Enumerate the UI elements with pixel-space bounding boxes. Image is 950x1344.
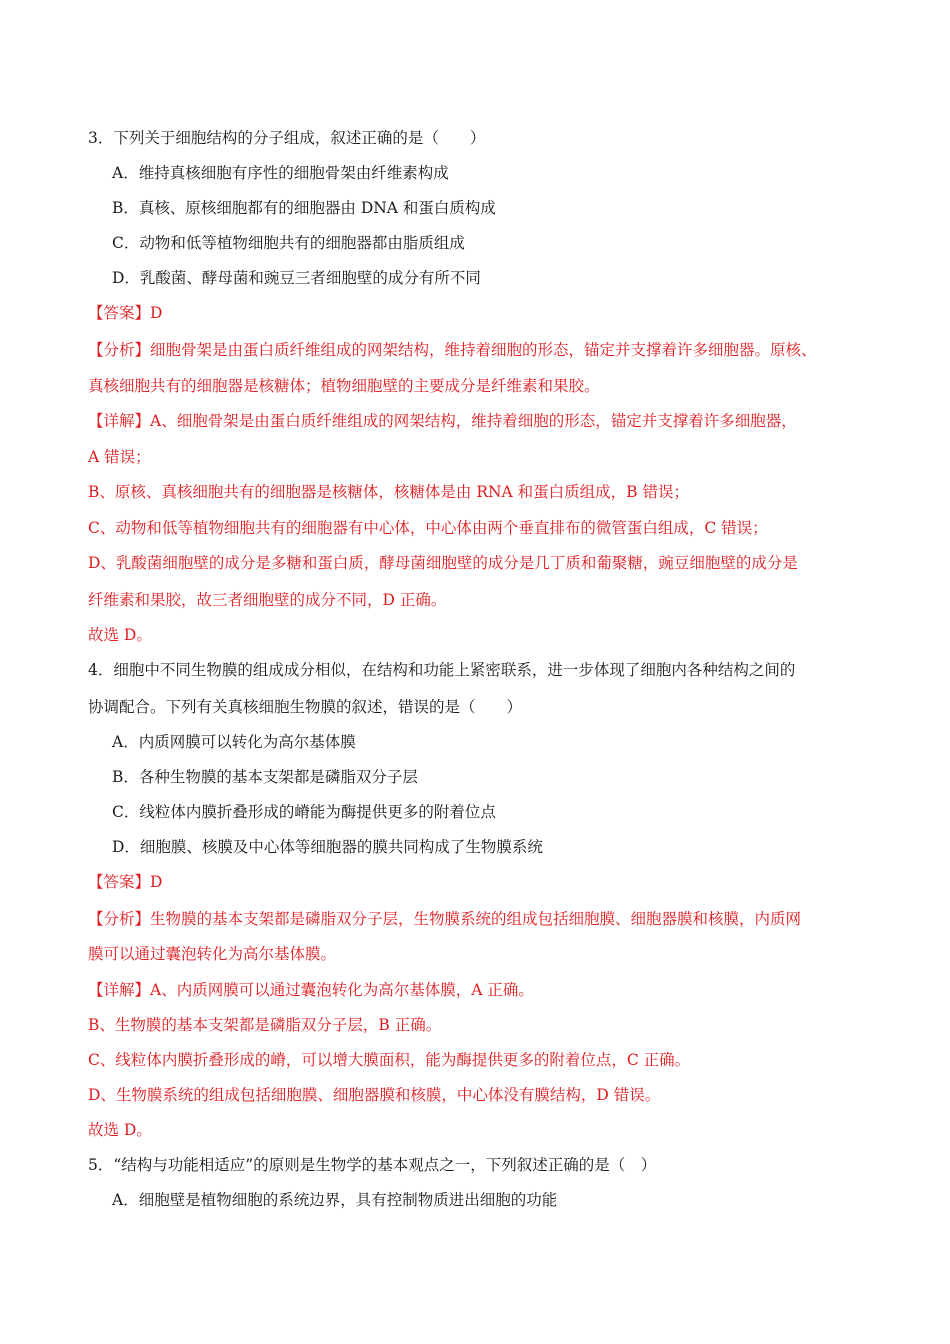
question-3-analysis-line-2: 真核细胞共有的细胞器是核糖体；植物细胞壁的主要成分是纤维素和果胶。 bbox=[88, 377, 600, 395]
question-3-detail-line-6: 纤维素和果胶，故三者细胞壁的成分不同，D 正确。 bbox=[88, 591, 447, 609]
question-3-analysis-line-1: 【分析】细胞骨架是由蛋白质纤维组成的网架结构，维持着细胞的形态，锚定并支撑着许多细胞器。原核、 bbox=[88, 341, 817, 359]
question-4-detail-line-4: D、生物膜系统的组成包括细胞膜、细胞器膜和核膜，中心体没有膜结构，D 错误。 bbox=[88, 1086, 661, 1104]
question-4-answer: 【答案】D bbox=[88, 873, 163, 891]
question-4-option-a: A．内质网膜可以转化为高尔基体膜 bbox=[112, 733, 356, 751]
question-3-option-b: B．真核、原核细胞都有的细胞器由 DNA 和蛋白质构成 bbox=[112, 199, 496, 217]
question-3-detail-line-4: C、动物和低等植物细胞共有的细胞器有中心体，中心体由两个垂直排布的微管蛋白组成，C 错误； bbox=[88, 519, 768, 537]
question-4-conclusion: 故选 D。 bbox=[88, 1121, 152, 1139]
question-3-detail-line-5: D、乳酸菌细胞壁的成分是多糖和蛋白质，酵母菌细胞壁的成分是几丁质和葡聚糖，豌豆细胞壁的成分是 bbox=[88, 554, 798, 572]
question-5-stem: 5．“结构与功能相适应”的原则是生物学的基本观点之一，下列叙述正确的是（ ） bbox=[88, 1156, 657, 1174]
question-4-option-c: C．线粒体内膜折叠形成的嵴能为酶提供更多的附着位点 bbox=[112, 803, 496, 821]
question-3-stem: 3．下列关于细胞结构的分子组成，叙述正确的是（ ） bbox=[88, 129, 486, 147]
question-4-analysis-line-2: 膜可以通过囊泡转化为高尔基体膜。 bbox=[88, 945, 337, 963]
question-4-option-b: B．各种生物膜的基本支架都是磷脂双分子层 bbox=[112, 768, 418, 786]
question-3-option-c: C．动物和低等植物细胞共有的细胞器都由脂质组成 bbox=[112, 234, 465, 252]
question-3-answer: 【答案】D bbox=[88, 304, 163, 322]
question-4-analysis-line-1: 【分析】生物膜的基本支架都是磷脂双分子层，生物膜系统的组成包括细胞膜、细胞器膜和核膜，内质网 bbox=[88, 910, 802, 928]
question-4-option-d: D．细胞膜、核膜及中心体等细胞器的膜共同构成了生物膜系统 bbox=[112, 838, 543, 856]
question-4-detail-line-1: 【详解】A、内质网膜可以通过囊泡转化为高尔基体膜，A 正确。 bbox=[88, 981, 534, 999]
question-3-detail-line-2: A 错误； bbox=[88, 448, 151, 466]
question-3-conclusion: 故选 D。 bbox=[88, 626, 152, 644]
question-3-option-d: D．乳酸菌、酵母菌和豌豆三者细胞壁的成分有所不同 bbox=[112, 269, 481, 287]
question-3-detail-line-3: B、原核、真核细胞共有的细胞器是核糖体，核糖体是由 RNA 和蛋白质组成，B 错误； bbox=[88, 483, 689, 501]
question-4-detail-line-3: C、线粒体内膜折叠形成的嵴，可以增大膜面积，能为酶提供更多的附着位点，C 正确。 bbox=[88, 1051, 691, 1069]
question-3-option-a: A．维持真核细胞有序性的细胞骨架由纤维素构成 bbox=[112, 164, 449, 182]
question-5-option-a: A．细胞壁是植物细胞的系统边界，具有控制物质进出细胞的功能 bbox=[112, 1191, 558, 1209]
question-4-stem-line-1: 4．细胞中不同生物膜的组成成分相似，在结构和功能上紧密联系，进一步体现了细胞内各种结构之间的 bbox=[88, 661, 796, 679]
question-3-detail-line-1: 【详解】A、细胞骨架是由蛋白质纤维组成的网架结构，维持着细胞的形态，锚定并支撑着许多细胞器， bbox=[88, 412, 797, 430]
question-4-detail-line-2: B、生物膜的基本支架都是磷脂双分子层，B 正确。 bbox=[88, 1016, 442, 1034]
question-4-stem-line-2: 协调配合。下列有关真核细胞生物膜的叙述，错误的是（ ） bbox=[88, 698, 523, 716]
